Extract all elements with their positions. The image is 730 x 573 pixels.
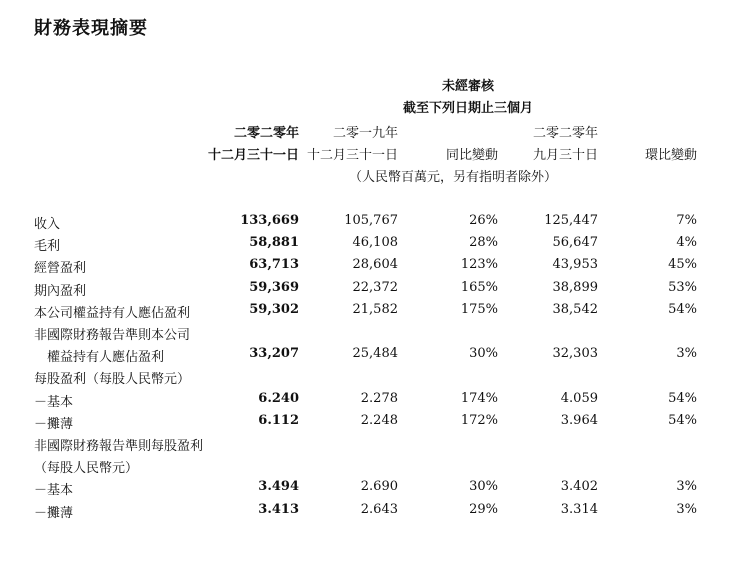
table-row (0, 213, 730, 235)
col1-header-line2: 十二月三十一日 (207, 148, 299, 163)
cell-c5: 3% (676, 346, 697, 362)
cell-c1: 6.112 (258, 412, 299, 428)
cell-c4: 125,447 (544, 213, 598, 228)
col3-header: 同比變動 (445, 148, 498, 163)
table-row (0, 479, 730, 501)
cell-c3: 28% (469, 235, 498, 251)
page-title: 財務表現摘要 (34, 18, 148, 39)
row-label: －攤薄 (34, 416, 74, 432)
cell-c2: 25,484 (352, 346, 398, 362)
cell-c3: 175% (460, 301, 498, 317)
row-label: 每股盈利（每股人民幣元） (34, 372, 191, 388)
row-label: －基本 (34, 483, 74, 499)
cell-c5: 54% (668, 390, 697, 406)
row-label: 非國際財務報告準則本公司 (34, 328, 191, 343)
cell-c2: 28,604 (352, 257, 398, 273)
col5-header: 環比變動 (644, 148, 697, 163)
cell-c2: 2.690 (360, 479, 398, 495)
table-row (0, 368, 730, 390)
cell-c3: 30% (469, 346, 498, 362)
table-row (0, 324, 730, 346)
period-label: 截至下列日期止三個月 (402, 101, 534, 116)
row-label: （每股人民幣元） (34, 461, 139, 477)
row-label: 期內盈利 (34, 283, 87, 299)
col4-header-line1: 二零二零年 (532, 126, 598, 141)
table-row (0, 346, 730, 368)
cell-c1: 3.413 (258, 501, 299, 517)
table-row (0, 413, 730, 435)
cell-c4: 56,647 (552, 235, 598, 251)
cell-c2: 2.248 (360, 412, 398, 428)
cell-c5: 7% (676, 213, 697, 228)
row-label: 非國際財務報告準則每股盈利 (34, 439, 204, 454)
row-label: 經營盈利 (34, 261, 87, 277)
table-row (0, 502, 730, 524)
cell-c3: 165% (460, 279, 498, 295)
cell-c1: 6.240 (258, 390, 299, 406)
table-row (0, 302, 730, 324)
cell-c3: 174% (460, 390, 498, 406)
cell-c1: 133,669 (240, 213, 299, 228)
col1-header-line1: 二零二零年 (233, 126, 299, 141)
cell-c1: 3.494 (258, 479, 299, 495)
col2-header-line2: 十二月三十一日 (306, 148, 398, 163)
cell-c4: 4.059 (560, 390, 598, 406)
row-label: 本公司權益持有人應佔盈利 (34, 305, 191, 321)
cell-c1: 59,369 (249, 279, 299, 295)
cell-c2: 22,372 (352, 279, 398, 295)
cell-c2: 2.278 (360, 390, 398, 406)
cell-c4: 43,953 (552, 257, 598, 273)
cell-c2: 105,767 (344, 213, 398, 228)
table-row (0, 257, 730, 279)
cell-c4: 3.964 (560, 412, 598, 428)
cell-c3: 29% (469, 501, 498, 517)
cell-c1: 58,881 (249, 235, 299, 251)
cell-c5: 3% (676, 479, 697, 495)
cell-c4: 32,303 (552, 346, 598, 362)
table-row (0, 235, 730, 257)
row-label: 收入 (34, 217, 61, 232)
cell-c2: 2.643 (360, 501, 398, 517)
unaudited-label: 未經審核 (441, 79, 495, 94)
row-label: 毛利 (34, 239, 61, 255)
cell-c3: 123% (460, 257, 498, 273)
unit-note: （人民幣百萬元，另有指明者除外） (348, 170, 558, 185)
col2-header-line1: 二零一九年 (332, 126, 398, 141)
cell-c3: 30% (469, 479, 498, 495)
cell-c4: 3.314 (560, 501, 598, 517)
cell-c1: 59,302 (249, 301, 299, 317)
row-label: －基本 (34, 394, 74, 410)
cell-c5: 54% (668, 412, 697, 428)
cell-c4: 3.402 (560, 479, 598, 495)
cell-c2: 21,582 (352, 301, 398, 317)
cell-c5: 54% (668, 301, 697, 317)
cell-c3: 26% (469, 213, 498, 228)
cell-c5: 4% (676, 235, 697, 251)
cell-c5: 45% (668, 257, 697, 273)
cell-c4: 38,899 (552, 279, 598, 295)
cell-c5: 53% (668, 279, 697, 295)
table-row (0, 435, 730, 457)
cell-c1: 63,713 (249, 257, 299, 273)
cell-c2: 46,108 (352, 235, 398, 251)
table-row (0, 457, 730, 479)
cell-c4: 38,542 (552, 301, 598, 317)
table-row (0, 280, 730, 302)
row-label: －攤薄 (34, 505, 74, 521)
cell-c3: 172% (460, 412, 498, 428)
cell-c1: 33,207 (249, 346, 299, 362)
col4-header-line2: 九月三十日 (532, 148, 598, 163)
cell-c5: 3% (676, 501, 697, 517)
row-label: 權益持有人應佔盈利 (34, 350, 165, 366)
table-row (0, 391, 730, 413)
